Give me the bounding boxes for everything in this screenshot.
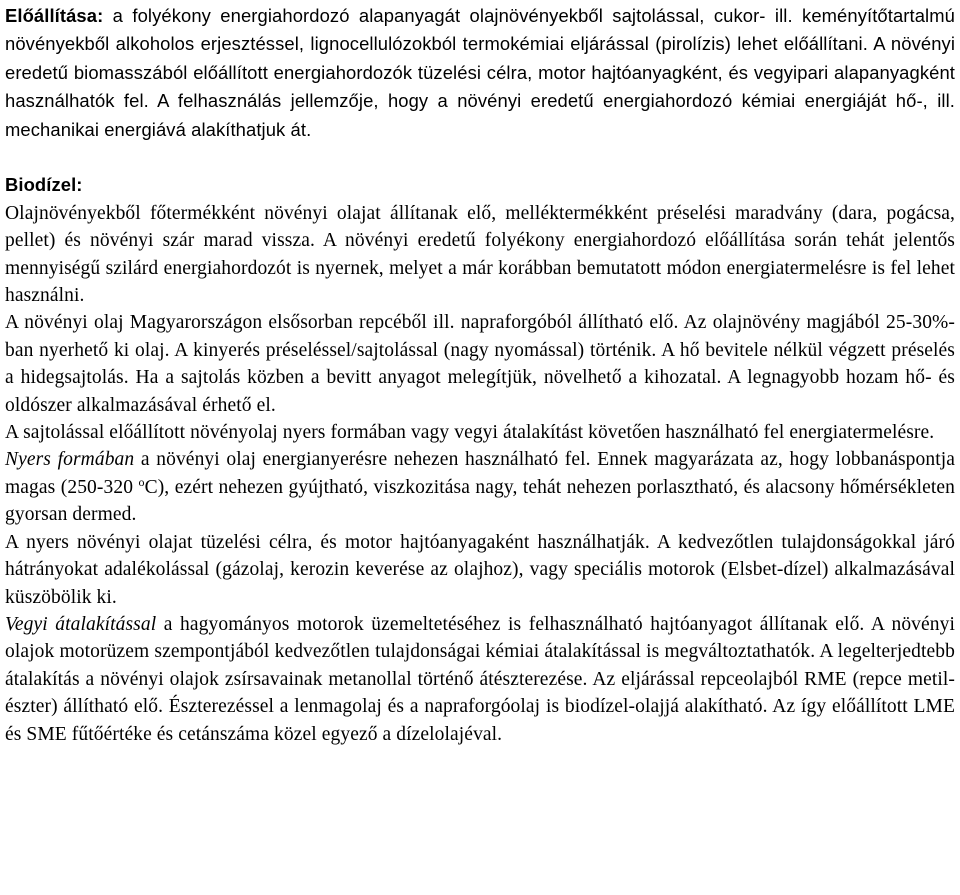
paragraph-gap bbox=[5, 144, 955, 171]
intro-paragraph bbox=[5, 2, 955, 144]
production-heading: Előállítása: bbox=[5, 5, 104, 26]
degree-superscript: o bbox=[138, 474, 145, 489]
raw-form-text-b: C), ezért nehezen gyújtható, viszkozitása nagy, tehát nehezen porlasztható, és alacsony hőmérsékleten gyorsan dermed. bbox=[5, 476, 955, 526]
biodiesel-paragraph-6 bbox=[5, 611, 955, 748]
intro-text-1: a folyékony energiahordozó alapanyagát olajnövényekből sajtolással, cukor- ill. keményítőtartalmú növényekből alkoholos erjesztéssel, lignocellulózokból termokémiai eljárással (pirolízis) lehet előállítani. bbox=[5, 5, 955, 55]
biodiesel-paragraph-5: A nyers növényi olajat tüzelési célra, és motor hajtóanyagaként használhatják. A kedvezőtlen tulajdonságokkal járó hátrányokat adalékolással (gázolaj, kerozin keverése az olajhoz), vagy speciális motorok (Elsbet-dízel) alkalmazásával küszöbölik ki. bbox=[5, 531, 955, 608]
biodiesel-paragraph-4 bbox=[5, 446, 955, 528]
chemical-conversion-text: a hagyományos motorok üzemeltetéséhez is felhasználható hajtóanyagot állítanak elő. A növényi olajok motorüzem szempontjából kedvezőtlen tulajdonságai kémiai átalakítással is megváltoztathatók. A legelterjedtebb átalakítás a növényi olajok zsírsavainak metanollal történő átészterezése. Az eljárással repceolajból RME (repce metil-észter) állítható elő. Észterezéssel a lenmagolaj és a napraforgóolaj is biodízel-olajjá alakítható. Az így előállított LME és SME fűtőértéke és cetánszáma közel egyező a dízelolajéval. bbox=[5, 613, 955, 745]
biodiesel-heading: Biodízel: bbox=[5, 174, 83, 196]
biodiesel-paragraph-1: Olajnövényekből főtermékként növényi olajat állítanak elő, melléktermékként préselési maradvány (dara, pogácsa, pellet) és növényi szár marad vissza. A növényi eredetű folyékony energiahordozó előállítása során tehát jelentős mennyiségű szilárd energiahordozót is nyernek, melyet a már korábban bemutatott módon energiatermelésre is fel lehet használni. bbox=[5, 202, 955, 307]
biodiesel-paragraph-3: A sajtolással előállított növényolaj nyers formában vagy vegyi átalakítást követően használható fel energiatermelésre. bbox=[5, 422, 935, 444]
biodiesel-heading-line bbox=[5, 171, 955, 199]
intro-text-2: A növényi eredetű biomasszából előállított energiahordozók tüzelési célra, motor hajtóanyagként, és vegyipari alapanyagként használhatók fel. A felhasználás jellemzője, hogy a növényi eredetű energiahordozó kémiai energiáját hő-, ill. mechanikai energiává alakíthatjuk át. bbox=[5, 33, 956, 140]
biodiesel-paragraph-2: A növényi olaj Magyarországon elsősorban repcéből ill. napraforgóból állítható elő. Az olajnövény magjából 25-30%-ban nyerhető ki olaj. A kinyerés préseléssel/sajtolással (nagy nyomással) történik. A hő bevitele nélkül végzett préselés a hidegsajtolás. Ha a sajtolás közben a bevitt anyagot melegítjük, növelhető a kihozatal. A legnagyobb hozam hő- és oldószer alkalmazásával érhető el. bbox=[5, 312, 955, 416]
chemical-conversion-term: Vegyi átalakítással bbox=[5, 613, 157, 635]
raw-form-text-a: a növényi olaj energianyerésre nehezen használható fel. Ennek magyarázata az, hogy lobbanáspontja magas (250-320 bbox=[5, 449, 956, 498]
raw-form-term: Nyers formában bbox=[5, 449, 135, 471]
